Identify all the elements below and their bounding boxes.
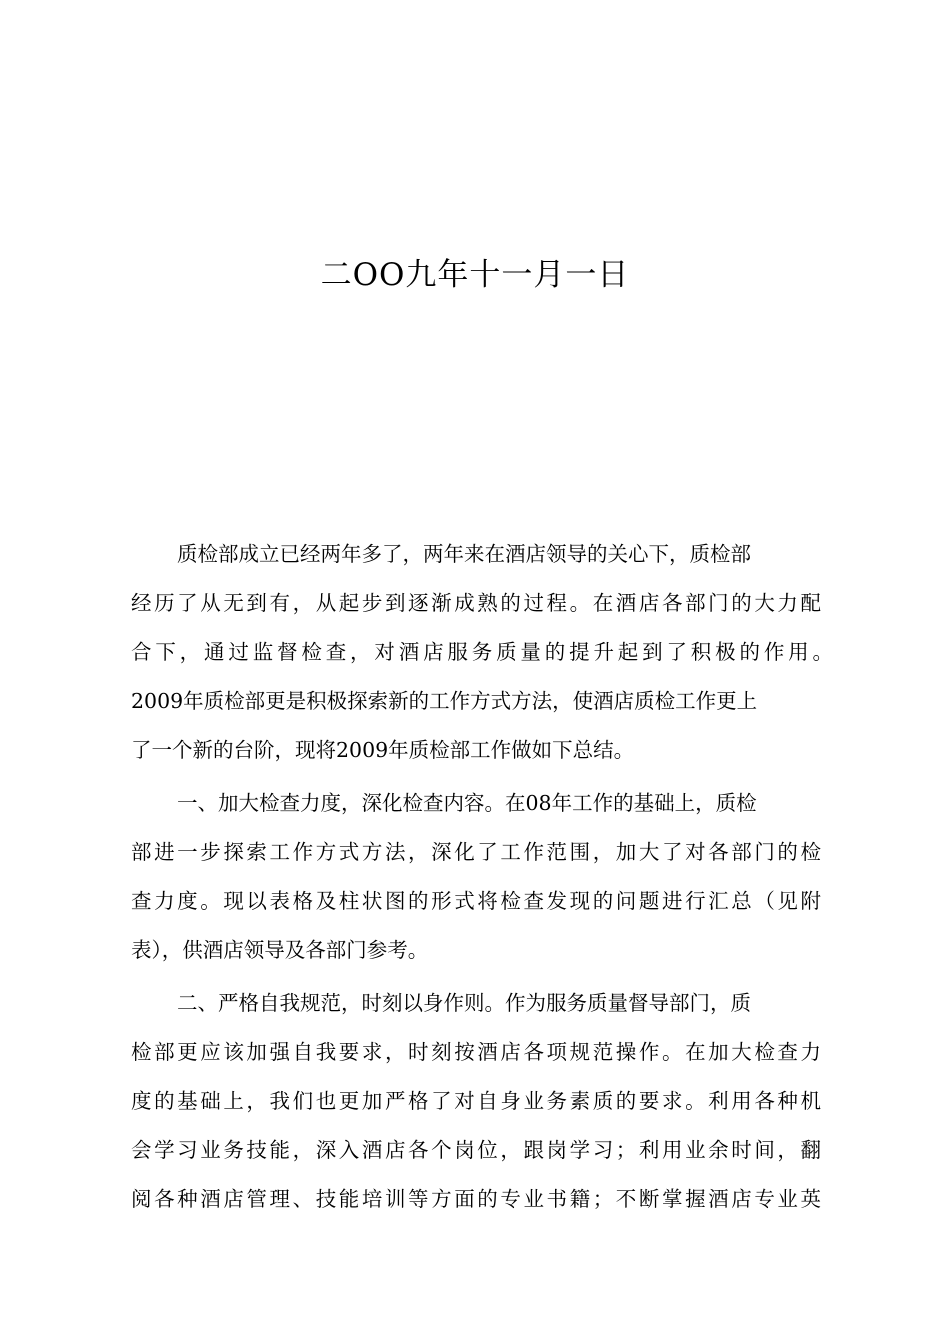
paragraph-1-line-4: 2009年质检部更是积极探索新的工作方式方法，使酒店质检工作更上	[131, 689, 758, 713]
paragraph-2-line-3: 查力度。现以表格及柱状图的形式将检查发现的问题进行汇总（见附	[131, 889, 821, 913]
date-title: 二OO九年十一月一日	[320, 257, 630, 293]
paragraph-2-line-2: 部进一步探索工作方式方法，深化了工作范围，加大了对各部门的检	[131, 840, 821, 864]
paragraph-1-line-5: 了一个新的台阶，现将2009年质检部工作做如下总结。	[131, 738, 635, 762]
paragraph-3-line-1: 二、严格自我规范，时刻以身作则。作为服务质量督导部门，质	[177, 991, 751, 1015]
paragraph-1-line-2: 经历了从无到有，从起步到逐渐成熟的过程。在酒店各部门的大力配	[131, 591, 821, 615]
paragraph-3-line-5: 阅各种酒店管理、技能培训等方面的专业书籍；不断掌握酒店专业英	[131, 1187, 821, 1211]
paragraph-1-line-3: 合下，通过监督检查，对酒店服务质量的提升起到了积极的作用。	[131, 640, 833, 664]
paragraph-3-line-3: 度的基础上，我们也更加严格了对自身业务素质的要求。利用各种机	[131, 1089, 821, 1113]
paragraph-3-line-2: 检部更应该加强自我要求，时刻按酒店各项规范操作。在加大检查力	[131, 1040, 821, 1064]
paragraph-2-line-1: 一、加大检查力度，深化检查内容。在08年工作的基础上，质检	[177, 791, 757, 815]
paragraph-2-line-4: 表），供酒店领导及各部门参考。	[131, 938, 429, 962]
paragraph-3-line-4: 会学习业务技能，深入酒店各个岗位，跟岗学习；利用业余时间，翻	[131, 1138, 821, 1162]
document-body	[131, 530, 833, 1224]
paragraph-1-line-1: 质检部成立已经两年多了，两年来在酒店领导的关心下，质检部	[177, 542, 751, 566]
